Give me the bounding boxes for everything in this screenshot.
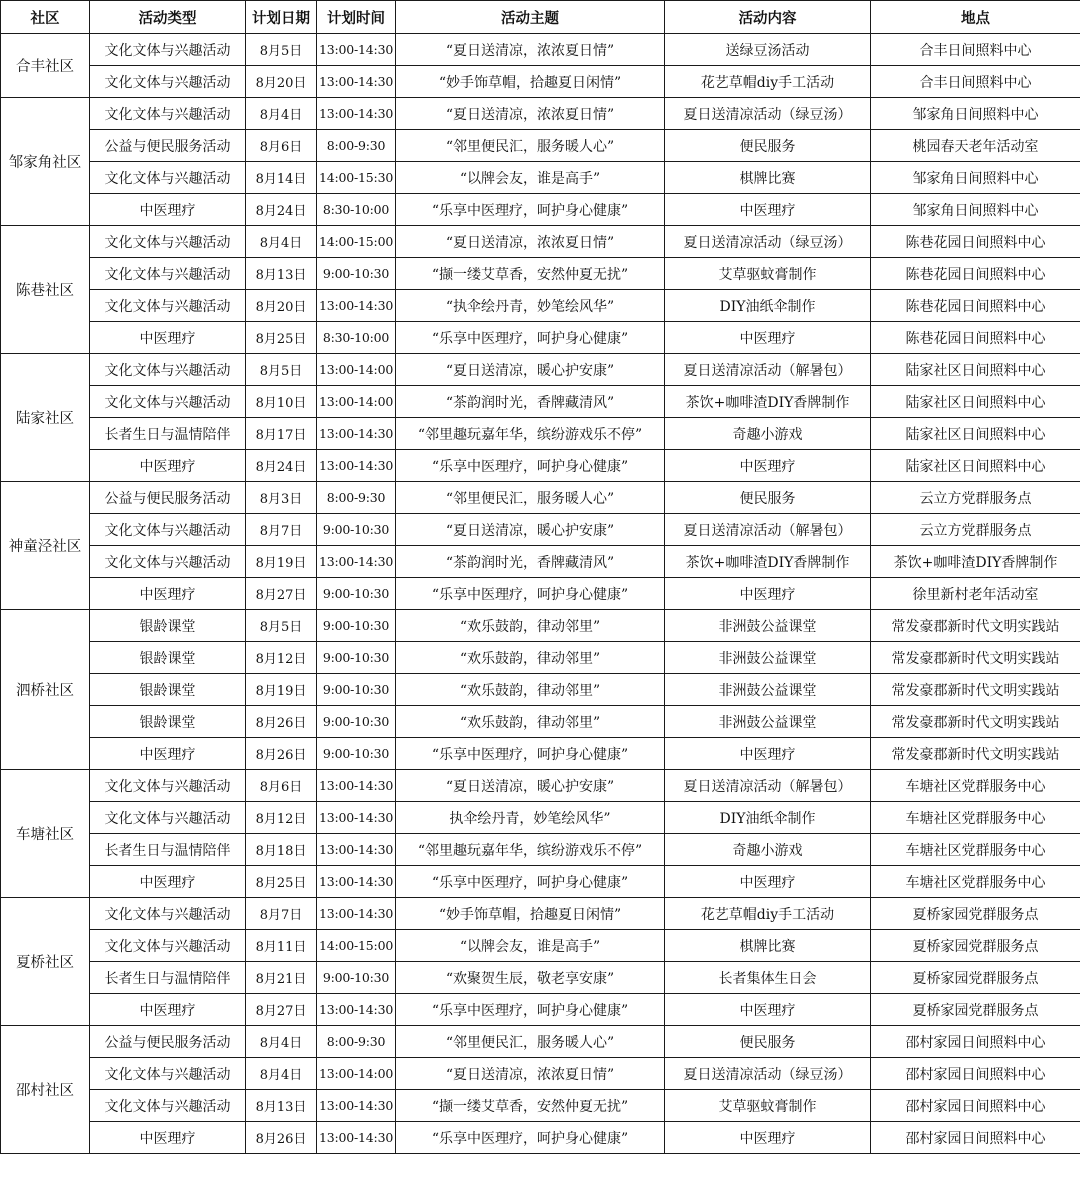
date-cell: 8月18日 (246, 834, 317, 866)
activity-type-cell: 文化文体与兴趣活动 (90, 354, 246, 386)
table-row (1, 930, 1080, 962)
activity-type-cell: 文化文体与兴趣活动 (90, 66, 246, 98)
date-cell: 8月12日 (246, 802, 317, 834)
date-cell: 8月26日 (246, 738, 317, 770)
time-cell: 9:00-10:30 (317, 706, 396, 738)
date-cell: 8月7日 (246, 514, 317, 546)
table-row (1, 34, 1080, 66)
activity-type-cell: 银龄课堂 (90, 610, 246, 642)
time-cell: 13:00-14:30 (317, 1122, 396, 1154)
theme-cell: “欢乐鼓韵，律动邻里” (396, 642, 665, 674)
date-cell: 8月14日 (246, 162, 317, 194)
content-cell: 非洲鼓公益课堂 (665, 610, 871, 642)
date-cell: 8月13日 (246, 1090, 317, 1122)
content-cell: 非洲鼓公益课堂 (665, 674, 871, 706)
content-cell: 茶饮+咖啡渣DIY香牌制作 (665, 386, 871, 418)
date-cell: 8月6日 (246, 770, 317, 802)
content-cell: 中医理疗 (665, 1122, 871, 1154)
location-cell: 夏桥家园党群服务点 (871, 994, 1080, 1026)
activity-type-cell: 文化文体与兴趣活动 (90, 770, 246, 802)
activity-type-cell: 中医理疗 (90, 1122, 246, 1154)
theme-cell: “乐享中医理疗，呵护身心健康” (396, 994, 665, 1026)
activity-type-cell: 文化文体与兴趣活动 (90, 226, 246, 258)
time-cell: 9:00-10:30 (317, 962, 396, 994)
date-cell: 8月27日 (246, 578, 317, 610)
content-cell: 花艺草帽diy手工活动 (665, 898, 871, 930)
time-cell: 9:00-10:30 (317, 514, 396, 546)
time-cell: 13:00-14:30 (317, 898, 396, 930)
content-cell: 便民服务 (665, 482, 871, 514)
table-row (1, 994, 1080, 1026)
table-row (1, 354, 1080, 386)
content-cell: 夏日送清凉活动（绿豆汤） (665, 1058, 871, 1090)
date-cell: 8月19日 (246, 674, 317, 706)
activity-type-cell: 长者生日与温情陪伴 (90, 418, 246, 450)
theme-cell: “以牌会友，谁是高手” (396, 162, 665, 194)
table-row (1, 162, 1080, 194)
table-body (1, 34, 1080, 1154)
table-row (1, 226, 1080, 258)
theme-cell: 执伞绘丹青，妙笔绘风华” (396, 802, 665, 834)
table-row (1, 802, 1080, 834)
theme-cell: “茶韵润时光，香牌藏清风” (396, 546, 665, 578)
community-name-cell: 邹家角社区 (1, 98, 90, 226)
location-cell: 邹家角日间照料中心 (871, 98, 1080, 130)
activity-type-cell: 公益与便民服务活动 (90, 130, 246, 162)
table-row (1, 290, 1080, 322)
location-cell: 云立方党群服务点 (871, 514, 1080, 546)
theme-cell: “欢乐鼓韵，律动邻里” (396, 610, 665, 642)
community-name-cell: 夏桥社区 (1, 898, 90, 1026)
table-row (1, 546, 1080, 578)
theme-cell: “邻里趣玩嘉年华，缤纷游戏乐不停” (396, 418, 665, 450)
header-planned-time: 计划时间 (317, 1, 396, 34)
time-cell: 8:30-10:00 (317, 322, 396, 354)
content-cell: 茶饮+咖啡渣DIY香牌制作 (665, 546, 871, 578)
table-header (1, 1, 1080, 34)
activity-type-cell: 文化文体与兴趣活动 (90, 898, 246, 930)
time-cell: 8:00-9:30 (317, 130, 396, 162)
table-row (1, 514, 1080, 546)
table-row (1, 418, 1080, 450)
activity-type-cell: 中医理疗 (90, 738, 246, 770)
date-cell: 8月5日 (246, 354, 317, 386)
time-cell: 8:00-9:30 (317, 482, 396, 514)
date-cell: 8月27日 (246, 994, 317, 1026)
header-community: 社区 (1, 1, 90, 34)
time-cell: 8:00-9:30 (317, 1026, 396, 1058)
table-row (1, 482, 1080, 514)
table-row (1, 322, 1080, 354)
activity-type-cell: 文化文体与兴趣活动 (90, 290, 246, 322)
location-cell: 邵村家园日间照料中心 (871, 1122, 1080, 1154)
time-cell: 14:00-15:30 (317, 162, 396, 194)
date-cell: 8月17日 (246, 418, 317, 450)
content-cell: 便民服务 (665, 130, 871, 162)
activity-type-cell: 文化文体与兴趣活动 (90, 1058, 246, 1090)
time-cell: 13:00-14:30 (317, 546, 396, 578)
date-cell: 8月24日 (246, 194, 317, 226)
table-row (1, 258, 1080, 290)
theme-cell: “乐享中医理疗，呵护身心健康” (396, 578, 665, 610)
content-cell: 中医理疗 (665, 194, 871, 226)
time-cell: 13:00-14:30 (317, 34, 396, 66)
time-cell: 9:00-10:30 (317, 642, 396, 674)
location-cell: 陆家社区日间照料中心 (871, 418, 1080, 450)
theme-cell: “欢乐鼓韵，律动邻里” (396, 706, 665, 738)
content-cell: 中医理疗 (665, 994, 871, 1026)
theme-cell: “撷一缕艾草香，安然仲夏无扰” (396, 258, 665, 290)
theme-cell: “妙手饰草帽，拾趣夏日闲情” (396, 898, 665, 930)
time-cell: 9:00-10:30 (317, 610, 396, 642)
table-row (1, 386, 1080, 418)
theme-cell: “撷一缕艾草香，安然仲夏无扰” (396, 1090, 665, 1122)
date-cell: 8月4日 (246, 1058, 317, 1090)
location-cell: 常发豪郡新时代文明实践站 (871, 642, 1080, 674)
time-cell: 13:00-14:00 (317, 354, 396, 386)
location-cell: 陈巷花园日间照料中心 (871, 258, 1080, 290)
location-cell: 夏桥家园党群服务点 (871, 898, 1080, 930)
content-cell: 中医理疗 (665, 738, 871, 770)
location-cell: 车塘社区党群服务中心 (871, 770, 1080, 802)
table-row (1, 642, 1080, 674)
date-cell: 8月21日 (246, 962, 317, 994)
activity-type-cell: 中医理疗 (90, 994, 246, 1026)
date-cell: 8月11日 (246, 930, 317, 962)
location-cell: 车塘社区党群服务中心 (871, 834, 1080, 866)
time-cell: 13:00-14:30 (317, 866, 396, 898)
location-cell: 常发豪郡新时代文明实践站 (871, 674, 1080, 706)
location-cell: 合丰日间照料中心 (871, 66, 1080, 98)
table-row (1, 1026, 1080, 1058)
time-cell: 9:00-10:30 (317, 258, 396, 290)
content-cell: 花艺草帽diy手工活动 (665, 66, 871, 98)
date-cell: 8月25日 (246, 866, 317, 898)
content-cell: 夏日送清凉活动（绿豆汤） (665, 98, 871, 130)
time-cell: 13:00-14:30 (317, 770, 396, 802)
activity-type-cell: 长者生日与温情陪伴 (90, 962, 246, 994)
content-cell: 夏日送清凉活动（解暑包） (665, 770, 871, 802)
location-cell: 徐里新村老年活动室 (871, 578, 1080, 610)
location-cell: 陈巷花园日间照料中心 (871, 322, 1080, 354)
location-cell: 陈巷花园日间照料中心 (871, 226, 1080, 258)
table-row (1, 962, 1080, 994)
header-location: 地点 (871, 1, 1080, 34)
activity-type-cell: 文化文体与兴趣活动 (90, 386, 246, 418)
time-cell: 13:00-14:30 (317, 450, 396, 482)
location-cell: 陆家社区日间照料中心 (871, 354, 1080, 386)
date-cell: 8月5日 (246, 610, 317, 642)
date-cell: 8月20日 (246, 290, 317, 322)
table-row (1, 898, 1080, 930)
activity-type-cell: 文化文体与兴趣活动 (90, 546, 246, 578)
location-cell: 车塘社区党群服务中心 (871, 802, 1080, 834)
location-cell: 云立方党群服务点 (871, 482, 1080, 514)
content-cell: 非洲鼓公益课堂 (665, 706, 871, 738)
location-cell: 合丰日间照料中心 (871, 34, 1080, 66)
date-cell: 8月4日 (246, 98, 317, 130)
table-row (1, 194, 1080, 226)
date-cell: 8月3日 (246, 482, 317, 514)
time-cell: 9:00-10:30 (317, 674, 396, 706)
location-cell: 常发豪郡新时代文明实践站 (871, 610, 1080, 642)
date-cell: 8月20日 (246, 66, 317, 98)
content-cell: 棋牌比赛 (665, 930, 871, 962)
time-cell: 9:00-10:30 (317, 738, 396, 770)
activity-type-cell: 中医理疗 (90, 322, 246, 354)
location-cell: 夏桥家园党群服务点 (871, 962, 1080, 994)
date-cell: 8月26日 (246, 706, 317, 738)
activity-type-cell: 文化文体与兴趣活动 (90, 258, 246, 290)
community-name-cell: 神童泾社区 (1, 482, 90, 610)
time-cell: 14:00-15:00 (317, 930, 396, 962)
theme-cell: “邻里便民汇，服务暖人心” (396, 482, 665, 514)
location-cell: 陈巷花园日间照料中心 (871, 290, 1080, 322)
table-row (1, 66, 1080, 98)
date-cell: 8月5日 (246, 34, 317, 66)
content-cell: 艾草驱蚊膏制作 (665, 258, 871, 290)
theme-cell: “欢乐鼓韵，律动邻里” (396, 674, 665, 706)
theme-cell: “乐享中医理疗，呵护身心健康” (396, 194, 665, 226)
theme-cell: “邻里便民汇，服务暖人心” (396, 1026, 665, 1058)
time-cell: 14:00-15:00 (317, 226, 396, 258)
content-cell: 夏日送清凉活动（绿豆汤） (665, 226, 871, 258)
location-cell: 陆家社区日间照料中心 (871, 386, 1080, 418)
theme-cell: “妙手饰草帽，拾趣夏日闲情” (396, 66, 665, 98)
location-cell: 邵村家园日间照料中心 (871, 1058, 1080, 1090)
table-row (1, 834, 1080, 866)
time-cell: 13:00-14:30 (317, 98, 396, 130)
location-cell: 邹家角日间照料中心 (871, 194, 1080, 226)
content-cell: 非洲鼓公益课堂 (665, 642, 871, 674)
activity-type-cell: 公益与便民服务活动 (90, 1026, 246, 1058)
time-cell: 13:00-14:30 (317, 802, 396, 834)
content-cell: DIY油纸伞制作 (665, 290, 871, 322)
content-cell: 棋牌比赛 (665, 162, 871, 194)
date-cell: 8月25日 (246, 322, 317, 354)
theme-cell: “夏日送清凉，浓浓夏日情” (396, 226, 665, 258)
date-cell: 8月6日 (246, 130, 317, 162)
header-row (1, 1, 1080, 34)
community-name-cell: 合丰社区 (1, 34, 90, 98)
time-cell: 13:00-14:30 (317, 290, 396, 322)
community-name-cell: 陆家社区 (1, 354, 90, 482)
theme-cell: “夏日送清凉，暖心护安康” (396, 514, 665, 546)
table-row (1, 130, 1080, 162)
activity-type-cell: 银龄课堂 (90, 674, 246, 706)
theme-cell: “茶韵润时光，香牌藏清风” (396, 386, 665, 418)
content-cell: 奇趣小游戏 (665, 418, 871, 450)
location-cell: 桃园春天老年活动室 (871, 130, 1080, 162)
table-row (1, 98, 1080, 130)
theme-cell: “乐享中医理疗，呵护身心健康” (396, 322, 665, 354)
date-cell: 8月4日 (246, 226, 317, 258)
date-cell: 8月24日 (246, 450, 317, 482)
activity-type-cell: 银龄课堂 (90, 642, 246, 674)
location-cell: 陆家社区日间照料中心 (871, 450, 1080, 482)
activity-type-cell: 长者生日与温情陪伴 (90, 834, 246, 866)
theme-cell: “夏日送清凉，暖心护安康” (396, 770, 665, 802)
theme-cell: “欢聚贺生辰，敬老享安康” (396, 962, 665, 994)
theme-cell: “邻里趣玩嘉年华，缤纷游戏乐不停” (396, 834, 665, 866)
content-cell: 中医理疗 (665, 450, 871, 482)
location-cell: 邹家角日间照料中心 (871, 162, 1080, 194)
content-cell: 长者集体生日会 (665, 962, 871, 994)
theme-cell: “夏日送清凉，浓浓夏日情” (396, 1058, 665, 1090)
time-cell: 13:00-14:30 (317, 66, 396, 98)
content-cell: 奇趣小游戏 (665, 834, 871, 866)
date-cell: 8月12日 (246, 642, 317, 674)
activity-type-cell: 公益与便民服务活动 (90, 482, 246, 514)
content-cell: 艾草驱蚊膏制作 (665, 1090, 871, 1122)
content-cell: DIY油纸伞制作 (665, 802, 871, 834)
activity-type-cell: 文化文体与兴趣活动 (90, 1090, 246, 1122)
table-row (1, 450, 1080, 482)
table-row (1, 738, 1080, 770)
theme-cell: “夏日送清凉，浓浓夏日情” (396, 98, 665, 130)
content-cell: 中医理疗 (665, 322, 871, 354)
date-cell: 8月4日 (246, 1026, 317, 1058)
theme-cell: “执伞绘丹青，妙笔绘风华” (396, 290, 665, 322)
community-name-cell: 邵村社区 (1, 1026, 90, 1154)
theme-cell: “乐享中医理疗，呵护身心健康” (396, 450, 665, 482)
date-cell: 8月19日 (246, 546, 317, 578)
theme-cell: “乐享中医理疗，呵护身心健康” (396, 1122, 665, 1154)
date-cell: 8月13日 (246, 258, 317, 290)
header-activity-theme: 活动主题 (396, 1, 665, 34)
time-cell: 8:30-10:00 (317, 194, 396, 226)
date-cell: 8月26日 (246, 1122, 317, 1154)
table-row (1, 770, 1080, 802)
time-cell: 9:00-10:30 (317, 578, 396, 610)
table-row (1, 610, 1080, 642)
date-cell: 8月7日 (246, 898, 317, 930)
header-activity-type: 活动类型 (90, 1, 246, 34)
activity-type-cell: 银龄课堂 (90, 706, 246, 738)
header-planned-date: 计划日期 (246, 1, 317, 34)
table-row (1, 1090, 1080, 1122)
location-cell: 常发豪郡新时代文明实践站 (871, 738, 1080, 770)
activity-type-cell: 文化文体与兴趣活动 (90, 514, 246, 546)
activity-type-cell: 中医理疗 (90, 866, 246, 898)
time-cell: 13:00-14:30 (317, 994, 396, 1026)
activity-type-cell: 文化文体与兴趣活动 (90, 34, 246, 66)
header-activity-content: 活动内容 (665, 1, 871, 34)
location-cell: 常发豪郡新时代文明实践站 (871, 706, 1080, 738)
time-cell: 13:00-14:30 (317, 1090, 396, 1122)
location-cell: 夏桥家园党群服务点 (871, 930, 1080, 962)
table-row (1, 1058, 1080, 1090)
time-cell: 13:00-14:00 (317, 386, 396, 418)
table-row (1, 706, 1080, 738)
activity-type-cell: 中医理疗 (90, 194, 246, 226)
time-cell: 13:00-14:00 (317, 1058, 396, 1090)
table-row (1, 578, 1080, 610)
activity-type-cell: 文化文体与兴趣活动 (90, 930, 246, 962)
activity-type-cell: 文化文体与兴趣活动 (90, 98, 246, 130)
location-cell: 邵村家园日间照料中心 (871, 1026, 1080, 1058)
location-cell: 茶饮+咖啡渣DIY香牌制作 (871, 546, 1080, 578)
time-cell: 13:00-14:30 (317, 834, 396, 866)
time-cell: 13:00-14:30 (317, 418, 396, 450)
date-cell: 8月10日 (246, 386, 317, 418)
table-row (1, 1122, 1080, 1154)
table-row (1, 866, 1080, 898)
activity-type-cell: 中医理疗 (90, 450, 246, 482)
content-cell: 中医理疗 (665, 866, 871, 898)
content-cell: 夏日送清凉活动（解暑包） (665, 354, 871, 386)
content-cell: 中医理疗 (665, 578, 871, 610)
theme-cell: “以牌会友，谁是高手” (396, 930, 665, 962)
theme-cell: “邻里便民汇，服务暖人心” (396, 130, 665, 162)
theme-cell: “夏日送清凉，浓浓夏日情” (396, 34, 665, 66)
content-cell: 夏日送清凉活动（解暑包） (665, 514, 871, 546)
content-cell: 便民服务 (665, 1026, 871, 1058)
activity-type-cell: 文化文体与兴趣活动 (90, 802, 246, 834)
theme-cell: “夏日送清凉，暖心护安康” (396, 354, 665, 386)
location-cell: 车塘社区党群服务中心 (871, 866, 1080, 898)
activity-type-cell: 文化文体与兴趣活动 (90, 162, 246, 194)
community-name-cell: 车塘社区 (1, 770, 90, 898)
theme-cell: “乐享中医理疗，呵护身心健康” (396, 738, 665, 770)
community-name-cell: 泗桥社区 (1, 610, 90, 770)
community-name-cell: 陈巷社区 (1, 226, 90, 354)
content-cell: 送绿豆汤活动 (665, 34, 871, 66)
location-cell: 邵村家园日间照料中心 (871, 1090, 1080, 1122)
activity-type-cell: 中医理疗 (90, 578, 246, 610)
table-row (1, 674, 1080, 706)
theme-cell: “乐享中医理疗，呵护身心健康” (396, 866, 665, 898)
